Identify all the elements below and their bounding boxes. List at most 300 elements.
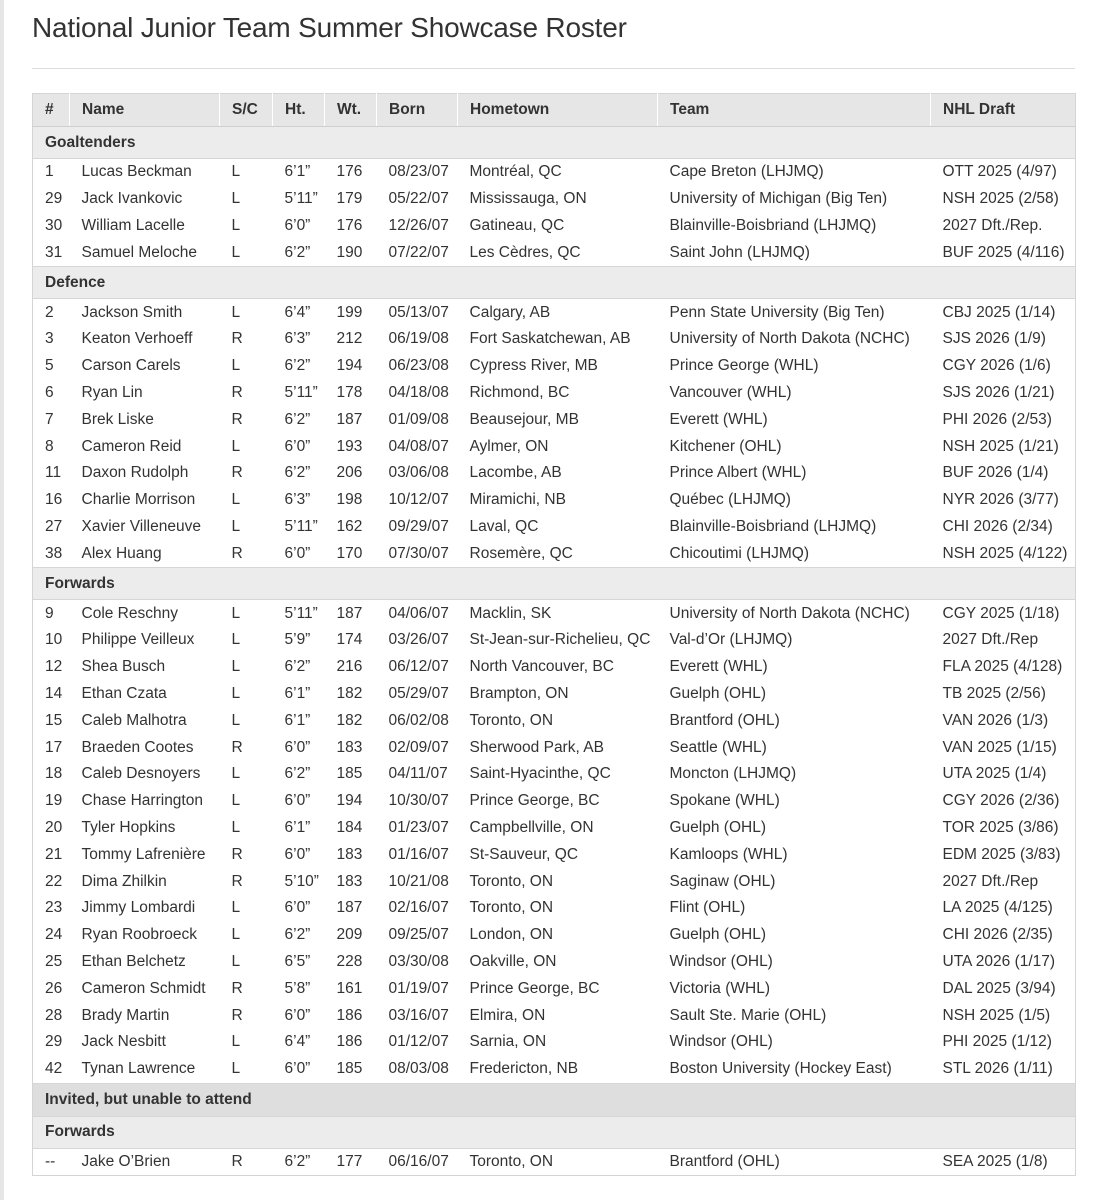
cell-hometown: Gatineau, QC (469, 216, 565, 234)
table-row (33, 681, 1076, 708)
cell-hometown: Fort Saskatchewan, AB (469, 330, 631, 348)
cell-hometown: St-Jean-sur-Richelieu, QC (469, 631, 651, 649)
cell-shoots-catches: L (231, 818, 241, 836)
roster-body (33, 127, 1076, 1176)
cell-born: 12/26/07 (388, 216, 449, 234)
cell-hometown: Prince George, BC (469, 979, 600, 997)
table-row (33, 159, 1076, 186)
cell-name: Shea Busch (81, 658, 166, 676)
table-row (33, 239, 1076, 266)
cell-weight: 183 (336, 738, 363, 756)
cell-weight: 178 (336, 383, 363, 401)
cell-nhl-draft: TOR 2025 (3/86) (942, 818, 1059, 836)
cell-hometown: Calgary, AB (469, 303, 551, 321)
cell-height: 5’11” (284, 517, 318, 535)
cell-hometown: Laval, QC (469, 517, 539, 535)
cell-number: 25 (45, 952, 63, 970)
cell-height: 5’11” (284, 604, 318, 622)
cell-weight: 186 (336, 1033, 363, 1051)
cell-weight: 183 (336, 845, 363, 863)
cell-hometown: Toronto, ON (469, 711, 554, 729)
header-name: Name (70, 94, 220, 127)
cell-number: 26 (45, 979, 63, 997)
cell-team: Prince Albert (WHL) (669, 464, 807, 482)
cell-name: Samuel Meloche (81, 243, 197, 261)
cell-name: Alex Huang (81, 544, 162, 562)
cell-nhl-draft: SEA 2025 (1/8) (942, 1152, 1048, 1170)
section-header-row (33, 127, 1076, 159)
cell-name: Cameron Reid (81, 437, 182, 455)
cell-weight: 182 (336, 684, 363, 702)
cell-number: 23 (45, 899, 63, 917)
cell-hometown: Lacombe, AB (469, 464, 562, 482)
header-born: Born (377, 94, 458, 127)
cell-team: University of North Dakota (NCHC) (669, 604, 910, 622)
cell-shoots-catches: L (231, 517, 241, 535)
cell-name: Dima Zhilkin (81, 872, 167, 890)
table-row (33, 975, 1076, 1002)
cell-shoots-catches: L (231, 491, 241, 509)
cell-name: William Lacelle (81, 216, 185, 234)
cell-height: 6’2” (284, 1152, 311, 1170)
cell-number: 15 (45, 711, 63, 729)
cell-team: Cape Breton (LHJMQ) (669, 163, 824, 181)
cell-nhl-draft: BUF 2025 (4/116) (942, 243, 1065, 261)
cell-name: Ethan Belchetz (81, 952, 186, 970)
cell-born: 02/16/07 (388, 899, 449, 917)
cell-nhl-draft: VAN 2025 (1/15) (942, 738, 1057, 756)
cell-born: 08/23/07 (388, 163, 449, 181)
cell-nhl-draft: LA 2025 (4/125) (942, 899, 1053, 917)
cell-nhl-draft: UTA 2026 (1/17) (942, 952, 1056, 970)
cell-shoots-catches: R (231, 330, 243, 348)
cell-born: 10/30/07 (388, 792, 449, 810)
cell-name: Tommy Lafrenière (81, 845, 206, 863)
cell-weight: 206 (336, 464, 363, 482)
cell-team: Victoria (WHL) (669, 979, 770, 997)
cell-team: Windsor (OHL) (669, 1033, 773, 1051)
cell-hometown: Elmira, ON (469, 1006, 546, 1024)
cell-hometown: Montréal, QC (469, 163, 562, 181)
cell-team: Blainville-Boisbriand (LHJMQ) (669, 517, 877, 535)
cell-weight: 176 (336, 216, 363, 234)
cell-born: 03/26/07 (388, 631, 449, 649)
cell-shoots-catches: R (231, 464, 243, 482)
roster-table (32, 93, 1076, 1176)
table-row (33, 433, 1076, 460)
section-header-row (33, 568, 1076, 600)
cell-hometown: Miramichi, NB (469, 491, 566, 509)
cell-weight: 199 (336, 303, 363, 321)
cell-born: 10/12/07 (388, 491, 449, 509)
cell-name: Brady Martin (81, 1006, 170, 1024)
cell-hometown: St-Sauveur, QC (469, 845, 579, 863)
cell-team: Saint John (LHJMQ) (669, 243, 810, 261)
cell-hometown: Mississauga, ON (469, 190, 587, 208)
table-row (33, 627, 1076, 654)
cell-shoots-catches: L (231, 163, 241, 181)
table-row (33, 326, 1076, 353)
cell-born: 09/25/07 (388, 926, 449, 944)
cell-number: 1 (45, 163, 54, 181)
cell-hometown: Fredericton, NB (469, 1060, 579, 1078)
cell-number: 9 (45, 604, 54, 622)
cell-name: Caleb Malhotra (81, 711, 187, 729)
cell-shoots-catches: L (231, 243, 241, 261)
header-shoots-catches: S/C (220, 94, 273, 127)
table-row (33, 380, 1076, 407)
cell-weight: 184 (336, 818, 363, 836)
cell-number: 7 (45, 410, 54, 428)
cell-number: 42 (45, 1060, 63, 1078)
cell-name: Braeden Cootes (81, 738, 194, 756)
cell-name: Keaton Verhoeff (81, 330, 193, 348)
cell-weight: 212 (336, 330, 363, 348)
cell-number: 24 (45, 926, 63, 944)
cell-hometown: Beausejour, MB (469, 410, 579, 428)
cell-number: 12 (45, 658, 63, 676)
cell-weight: 182 (336, 711, 363, 729)
cell-name: Jimmy Lombardi (81, 899, 196, 917)
cell-team: Brantford (OHL) (669, 711, 780, 729)
cell-weight: 185 (336, 1060, 363, 1078)
cell-shoots-catches: L (231, 357, 241, 375)
cell-name: Ethan Czata (81, 684, 167, 702)
cell-weight: 194 (336, 792, 363, 810)
cell-born: 10/21/08 (388, 872, 449, 890)
cell-team: Val-d’Or (LHJMQ) (669, 631, 793, 649)
header-weight: Wt. (325, 94, 377, 127)
cell-hometown: Brampton, ON (469, 684, 569, 702)
cell-born: 02/09/07 (388, 738, 449, 756)
cell-weight: 193 (336, 437, 363, 455)
cell-number: 6 (45, 383, 54, 401)
cell-team: Everett (WHL) (669, 410, 768, 428)
table-row (33, 487, 1076, 514)
section-label: Forwards (33, 568, 1076, 600)
cell-height: 6’1” (284, 163, 311, 181)
cell-shoots-catches: L (231, 684, 241, 702)
cell-born: 07/22/07 (388, 243, 449, 261)
cell-height: 6’1” (284, 818, 311, 836)
cell-born: 06/19/08 (388, 330, 449, 348)
table-row (33, 1148, 1076, 1176)
cell-shoots-catches: L (231, 190, 241, 208)
cell-hometown: Macklin, SK (469, 604, 552, 622)
table-row (33, 540, 1076, 567)
cell-height: 6’0” (284, 845, 311, 863)
cell-team: Everett (WHL) (669, 658, 768, 676)
cell-height: 6’0” (284, 437, 311, 455)
cell-born: 06/23/08 (388, 357, 449, 375)
cell-number: 10 (45, 631, 63, 649)
cell-team: Saginaw (OHL) (669, 872, 776, 890)
cell-hometown: Sherwood Park, AB (469, 738, 604, 756)
section-label: Forwards (33, 1116, 1076, 1148)
cell-team: Boston University (Hockey East) (669, 1060, 892, 1078)
cell-hometown: North Vancouver, BC (469, 658, 614, 676)
table-row (33, 707, 1076, 734)
cell-height: 6’5” (284, 952, 311, 970)
cell-nhl-draft: FLA 2025 (4/128) (942, 658, 1063, 676)
cell-born: 05/22/07 (388, 190, 449, 208)
cell-shoots-catches: L (231, 631, 241, 649)
cell-hometown: Toronto, ON (469, 899, 554, 917)
cell-height: 5’9” (284, 631, 311, 649)
cell-shoots-catches: L (231, 899, 241, 917)
cell-name: Carson Carels (81, 357, 181, 375)
cell-height: 6’3” (284, 330, 311, 348)
table-row (33, 460, 1076, 487)
table-row (33, 353, 1076, 380)
cell-team: Sault Ste. Marie (OHL) (669, 1006, 827, 1024)
table-row (33, 815, 1076, 842)
cell-name: Daxon Rudolph (81, 464, 189, 482)
cell-nhl-draft: DAL 2025 (3/94) (942, 979, 1056, 997)
cell-team: University of Michigan (Big Ten) (669, 190, 888, 208)
cell-height: 6’0” (284, 792, 311, 810)
table-row (33, 868, 1076, 895)
table-row (33, 186, 1076, 213)
table-row (33, 213, 1076, 240)
table-row (33, 761, 1076, 788)
cell-hometown: Campbellville, ON (469, 818, 594, 836)
page-title: National Junior Team Summer Showcase Roster (32, 12, 627, 43)
cell-shoots-catches: L (231, 952, 241, 970)
cell-born: 04/11/07 (388, 765, 448, 783)
header-hometown: Hometown (458, 94, 658, 127)
cell-height: 6’2” (284, 357, 311, 375)
cell-born: 01/19/07 (388, 979, 449, 997)
cell-born: 06/12/07 (388, 658, 449, 676)
cell-team: Chicoutimi (LHJMQ) (669, 544, 810, 562)
cell-height: 6’2” (284, 658, 311, 676)
cell-hometown: Oakville, ON (469, 952, 557, 970)
cell-shoots-catches: R (231, 410, 243, 428)
cell-team: Vancouver (WHL) (669, 383, 792, 401)
cell-weight: 170 (336, 544, 363, 562)
cell-born: 08/03/08 (388, 1060, 449, 1078)
cell-born: 09/29/07 (388, 517, 449, 535)
section-header-row (33, 1083, 1076, 1116)
cell-weight: 176 (336, 163, 363, 181)
cell-weight: 187 (336, 410, 363, 428)
cell-number: 8 (45, 437, 54, 455)
cell-name: Tyler Hopkins (81, 818, 176, 836)
cell-name: Ryan Lin (81, 383, 143, 401)
table-row (33, 514, 1076, 541)
cell-number: 19 (45, 792, 63, 810)
cell-height: 6’2” (284, 926, 311, 944)
cell-number: 2 (45, 303, 54, 321)
cell-born: 01/12/07 (388, 1033, 449, 1051)
cell-hometown: Les Cèdres, QC (469, 243, 581, 261)
cell-nhl-draft: PHI 2026 (2/53) (942, 410, 1052, 428)
title-divider (32, 68, 1075, 69)
cell-team: Seattle (WHL) (669, 738, 767, 756)
table-row (33, 841, 1076, 868)
cell-team: Blainville-Boisbriand (LHJMQ) (669, 216, 877, 234)
cell-number: -- (45, 1152, 56, 1170)
cell-height: 6’0” (284, 738, 311, 756)
cell-team: University of North Dakota (NCHC) (669, 330, 910, 348)
cell-nhl-draft: NSH 2025 (2/58) (942, 190, 1059, 208)
cell-hometown: Saint-Hyacinthe, QC (469, 765, 611, 783)
cell-name: Philippe Veilleux (81, 631, 195, 649)
cell-number: 30 (45, 216, 63, 234)
cell-height: 6’4” (284, 303, 311, 321)
cell-weight: 187 (336, 604, 363, 622)
table-row (33, 600, 1076, 627)
cell-nhl-draft: UTA 2025 (1/4) (942, 765, 1047, 783)
cell-number: 27 (45, 517, 63, 535)
cell-weight: 185 (336, 765, 363, 783)
cell-name: Caleb Desnoyers (81, 765, 201, 783)
table-row (33, 922, 1076, 949)
cell-shoots-catches: L (231, 303, 241, 321)
table-row (33, 895, 1076, 922)
table-row (33, 788, 1076, 815)
cell-weight: 216 (336, 658, 363, 676)
cell-team: Prince George (WHL) (669, 357, 819, 375)
cell-height: 6’0” (284, 1006, 311, 1024)
cell-number: 3 (45, 330, 54, 348)
header-height: Ht. (273, 94, 325, 127)
cell-weight: 177 (336, 1152, 363, 1170)
table-row (33, 406, 1076, 433)
cell-team: Guelph (OHL) (669, 926, 766, 944)
section-header-row (33, 267, 1076, 299)
cell-nhl-draft: NSH 2025 (1/5) (942, 1006, 1051, 1024)
cell-shoots-catches: R (231, 979, 243, 997)
cell-number: 5 (45, 357, 54, 375)
cell-born: 03/16/07 (388, 1006, 449, 1024)
cell-number: 17 (45, 738, 63, 756)
cell-weight: 228 (336, 952, 363, 970)
table-row (33, 1029, 1076, 1056)
table-header-row (33, 94, 1076, 127)
cell-name: Xavier Villeneuve (81, 517, 201, 535)
cell-shoots-catches: L (231, 658, 241, 676)
cell-height: 6’2” (284, 765, 311, 783)
cell-shoots-catches: L (231, 926, 241, 944)
cell-height: 6’4” (284, 1033, 311, 1051)
cell-nhl-draft: 2027 Dft./Rep (942, 631, 1039, 649)
cell-nhl-draft: VAN 2026 (1/3) (942, 711, 1049, 729)
cell-team: Flint (OHL) (669, 899, 746, 917)
cell-weight: 162 (336, 517, 363, 535)
cell-nhl-draft: BUF 2026 (1/4) (942, 464, 1049, 482)
cell-born: 03/06/08 (388, 464, 449, 482)
cell-height: 6’2” (284, 464, 311, 482)
cell-number: 29 (45, 190, 63, 208)
cell-nhl-draft: SJS 2026 (1/21) (942, 383, 1055, 401)
cell-shoots-catches: L (231, 1060, 241, 1078)
cell-height: 6’1” (284, 711, 311, 729)
cell-height: 5’11” (284, 190, 318, 208)
cell-team: Penn State University (Big Ten) (669, 303, 885, 321)
cell-nhl-draft: PHI 2025 (1/12) (942, 1033, 1052, 1051)
header-nhl-draft: NHL Draft (931, 94, 1076, 127)
cell-nhl-draft: NSH 2025 (1/21) (942, 437, 1059, 455)
cell-height: 6’1” (284, 684, 311, 702)
cell-born: 05/13/07 (388, 303, 449, 321)
cell-shoots-catches: R (231, 1152, 243, 1170)
cell-nhl-draft: CHI 2026 (2/35) (942, 926, 1053, 944)
cell-born: 04/06/07 (388, 604, 449, 622)
cell-shoots-catches: L (231, 792, 241, 810)
cell-born: 05/29/07 (388, 684, 449, 702)
section-header-row (33, 1116, 1076, 1148)
cell-name: Lucas Beckman (81, 163, 192, 181)
cell-hometown: Toronto, ON (469, 1152, 554, 1170)
cell-name: Tynan Lawrence (81, 1060, 196, 1078)
table-row (33, 734, 1076, 761)
cell-height: 6’2” (284, 410, 311, 428)
cell-nhl-draft: CGY 2026 (2/36) (942, 792, 1060, 810)
cell-height: 5’10” (284, 872, 319, 890)
table-row (33, 1002, 1076, 1029)
cell-shoots-catches: R (231, 544, 243, 562)
table-row (33, 1056, 1076, 1083)
cell-number: 22 (45, 872, 63, 890)
cell-nhl-draft: CHI 2026 (2/34) (942, 517, 1053, 535)
cell-weight: 209 (336, 926, 363, 944)
cell-number: 29 (45, 1033, 63, 1051)
cell-shoots-catches: R (231, 872, 243, 890)
cell-number: 11 (45, 464, 62, 482)
cell-nhl-draft: SJS 2026 (1/9) (942, 330, 1046, 348)
cell-number: 20 (45, 818, 63, 836)
cell-team: Kamloops (WHL) (669, 845, 788, 863)
cell-shoots-catches: L (231, 765, 241, 783)
cell-name: Jack Nesbitt (81, 1033, 166, 1051)
section-label: Defence (33, 267, 1076, 299)
cell-born: 04/18/08 (388, 383, 449, 401)
cell-number: 16 (45, 491, 63, 509)
cell-born: 07/30/07 (388, 544, 449, 562)
cell-nhl-draft: OTT 2025 (4/97) (942, 163, 1057, 181)
table-row (33, 299, 1076, 326)
cell-height: 6’2” (284, 243, 311, 261)
cell-nhl-draft: CBJ 2025 (1/14) (942, 303, 1056, 321)
cell-weight: 198 (336, 491, 363, 509)
cell-hometown: Cypress River, MB (469, 357, 598, 375)
cell-nhl-draft: NYR 2026 (3/77) (942, 491, 1059, 509)
cell-nhl-draft: 2027 Dft./Rep (942, 872, 1039, 890)
cell-number: 18 (45, 765, 63, 783)
cell-number: 21 (45, 845, 63, 863)
table-row (33, 949, 1076, 976)
cell-team: Spokane (WHL) (669, 792, 780, 810)
section-label: Goaltenders (33, 127, 1076, 159)
cell-team: Windsor (OHL) (669, 952, 773, 970)
cell-born: 01/23/07 (388, 818, 449, 836)
cell-height: 6’0” (284, 899, 311, 917)
cell-born: 06/02/08 (388, 711, 449, 729)
cell-team: Guelph (OHL) (669, 684, 766, 702)
cell-nhl-draft: TB 2025 (2/56) (942, 684, 1046, 702)
cell-height: 6’0” (284, 1060, 311, 1078)
cell-weight: 187 (336, 899, 363, 917)
cell-height: 5’8” (284, 979, 311, 997)
cell-name: Brek Liske (81, 410, 154, 428)
cell-born: 03/30/08 (388, 952, 449, 970)
section-label: Invited, but unable to attend (33, 1083, 1076, 1116)
cell-team: Guelph (OHL) (669, 818, 766, 836)
cell-nhl-draft: NSH 2025 (4/122) (942, 544, 1068, 562)
cell-hometown: Richmond, BC (469, 383, 570, 401)
